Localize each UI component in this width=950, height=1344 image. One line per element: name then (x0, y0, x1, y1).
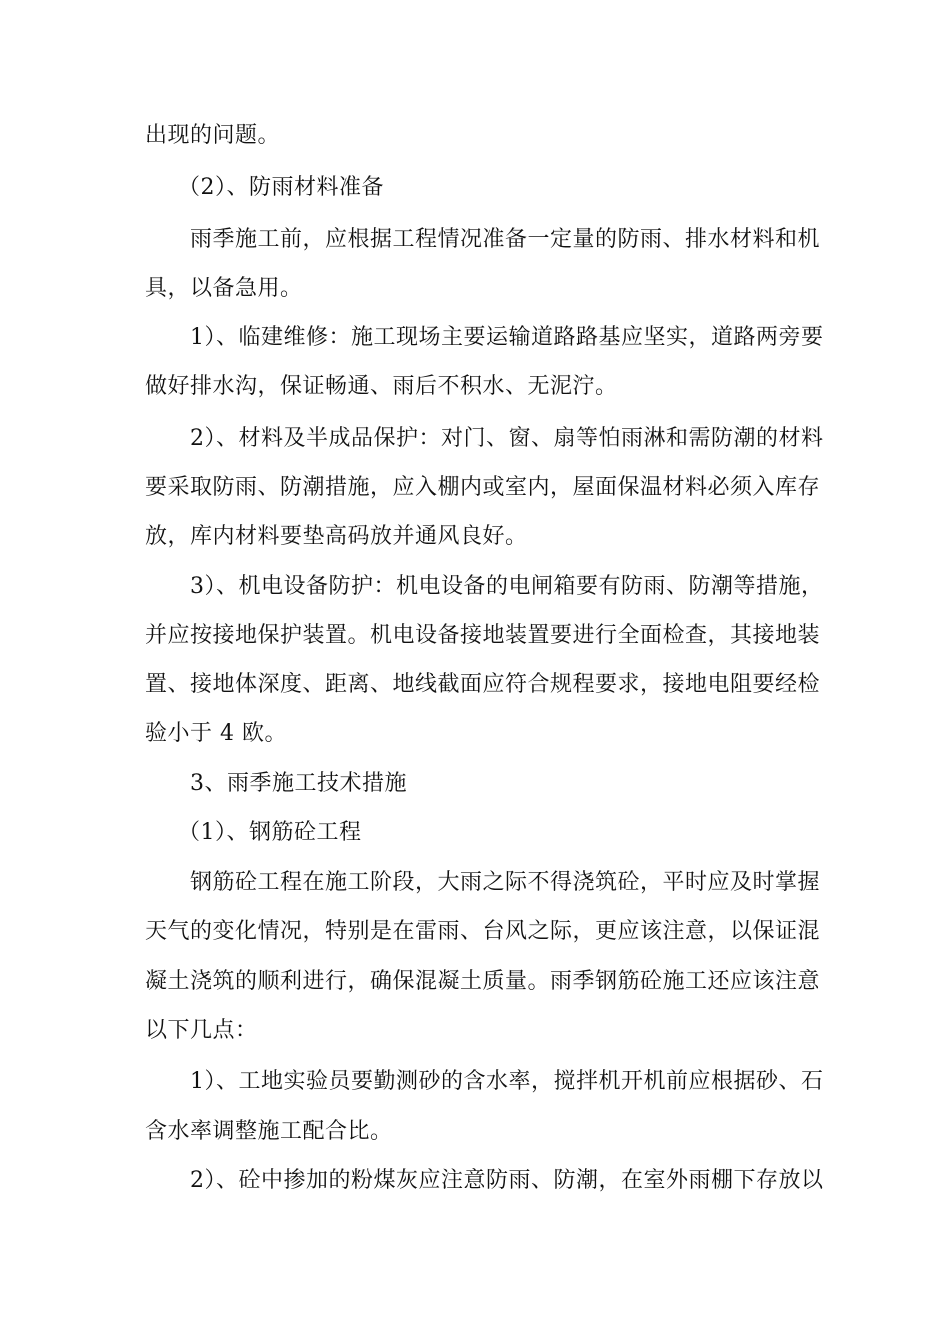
text-line: 置、接地体深度、距离、地线截面应符合规程要求，接地电阻要经检 (145, 672, 821, 697)
section-heading: （2）、防雨材料准备 (178, 175, 384, 200)
text-line: 凝土浇筑的顺利进行，确保混凝土质量。雨季钢筋砼施工还应该注意 (145, 969, 821, 994)
section-heading: 3、雨季施工技术措施 (190, 771, 407, 796)
text-line: 出现的问题。 (145, 123, 281, 148)
text-line: 做好排水沟，保证畅通、雨后不积水、无泥泞。 (145, 374, 618, 399)
text-line: 并应按接地保护装置。机电设备接地装置要进行全面检查，其接地装 (145, 623, 821, 648)
text-line: 天气的变化情况，特别是在雷雨、台风之际，更应该注意，以保证混 (145, 919, 821, 944)
text-line: 2）、砼中掺加的粉煤灰应注意防雨、防潮，在室外雨棚下存放以 (190, 1168, 824, 1193)
text-line: 1）、工地实验员要勤测砂的含水率，搅拌机开机前应根据砂、石 (190, 1069, 824, 1094)
text-line: 钢筋砼工程在施工阶段，大雨之际不得浇筑砼，平时应及时掌握 (190, 870, 821, 895)
text-line: 含水率调整施工配合比。 (145, 1119, 393, 1144)
text-line: 2）、材料及半成品保护：对门、窗、扇等怕雨淋和需防潮的材料 (190, 426, 824, 451)
text-line: 1）、临建维修：施工现场主要运输道路路基应坚实，道路两旁要 (190, 325, 824, 350)
section-heading: （1）、钢筋砼工程 (178, 820, 362, 845)
text-line: 3）、机电设备防护：机电设备的电闸箱要有防雨、防潮等措施， (190, 574, 824, 599)
text-line: 以下几点： (145, 1018, 258, 1043)
text-line: 雨季施工前，应根据工程情况准备一定量的防雨、排水材料和机 (190, 227, 821, 252)
text-line: 验小于 4 欧。 (145, 721, 287, 746)
text-line: 要采取防雨、防潮措施，应入棚内或室内，屋面保温材料必须入库存 (145, 475, 821, 500)
text-line: 具，以备急用。 (145, 276, 303, 301)
text-line: 放，库内材料要垫高码放并通风良好。 (145, 524, 528, 549)
